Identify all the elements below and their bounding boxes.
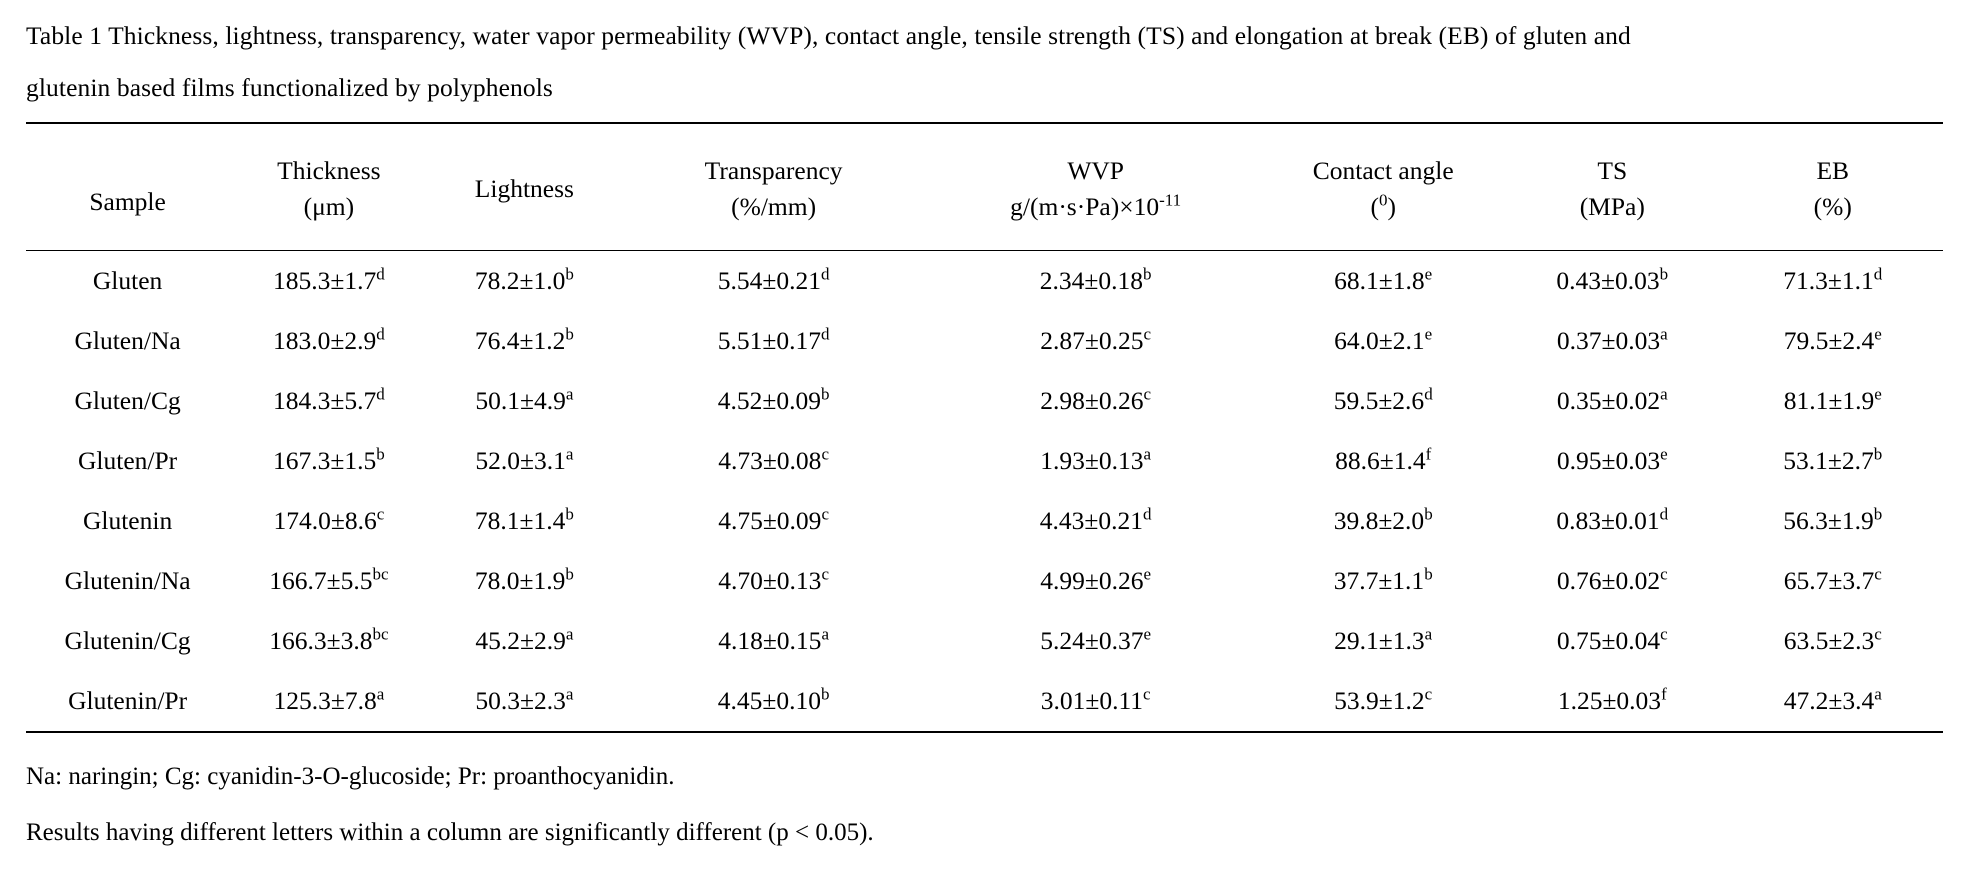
significance-letter: c — [1143, 684, 1151, 704]
table-notes — [26, 749, 1943, 861]
column-header-lightness: Lightness — [429, 123, 621, 251]
significance-letter: d — [376, 264, 385, 284]
significance-letter: b — [1143, 264, 1152, 284]
caption-line-1: Table 1 Thickness, lightness, transparency, water vapor permeability (WVP), contact angle, tensile strength (TS) and elongation at break (EB) of gluten and — [26, 21, 1631, 50]
significance-letter: d — [1659, 504, 1669, 524]
cell-value: 53.1±2.7 — [1783, 446, 1874, 475]
cell-value: 5.51±0.17 — [717, 326, 821, 355]
cell-value: 4.52±0.09 — [717, 386, 821, 415]
cell-lightness — [429, 611, 621, 671]
cell-contact-angle — [1264, 251, 1502, 312]
cell-thickness — [229, 671, 428, 732]
cell-value: 166.3±3.8 — [269, 626, 373, 655]
column-header-eb: EB (%) — [1723, 123, 1944, 251]
significance-letter: a — [1143, 444, 1152, 464]
table-row — [26, 251, 1943, 312]
significance-letter: b — [1424, 504, 1433, 524]
cell-eb — [1723, 251, 1944, 312]
cell-eb — [1723, 611, 1944, 671]
table-row — [26, 611, 1943, 671]
significance-letter: e — [1424, 264, 1433, 284]
column-header-contact-angle: Contact angle ($^0$) — [1264, 123, 1502, 251]
cell-lightness — [429, 251, 621, 312]
cell-value: 78.2±1.0 — [474, 266, 566, 295]
significance-letter: e — [1874, 324, 1882, 344]
cell-value: 1.25±0.03 — [1557, 686, 1662, 715]
cell-eb — [1723, 311, 1944, 371]
cell-sample: Glutenin/Cg — [64, 626, 191, 655]
cell-value: 0.37±0.03 — [1556, 326, 1661, 355]
cell-ts — [1502, 551, 1722, 611]
cell-sample: Glutenin/Na — [64, 566, 191, 595]
cell-eb — [1723, 551, 1944, 611]
cell-value: 50.1±4.9 — [475, 386, 566, 415]
cell-eb — [1723, 671, 1944, 732]
cell-value: 174.0±8.6 — [273, 506, 377, 535]
note-significance: Results having different letters within a column are significantly different (p < 0.05). — [26, 819, 874, 846]
significance-letter: b — [565, 264, 574, 284]
cell-value: 4.75±0.09 — [718, 506, 822, 535]
significance-letter: b — [376, 444, 385, 464]
cell-thickness — [229, 311, 428, 371]
significance-letter: d — [820, 264, 830, 284]
cell-ts — [1502, 491, 1722, 551]
cell-value: 5.24±0.37 — [1040, 626, 1144, 655]
cell-thickness — [229, 251, 428, 312]
significance-letter: e — [1660, 444, 1668, 464]
cell-value: 2.34±0.18 — [1039, 266, 1144, 295]
column-header-transparency: Transparency (%/mm) — [620, 123, 927, 251]
cell-wvp — [927, 671, 1264, 732]
cell-eb — [1723, 431, 1944, 491]
cell-thickness — [229, 371, 428, 431]
cell-transparency — [620, 491, 927, 551]
significance-letter: e — [1424, 324, 1433, 344]
significance-letter: b — [1424, 564, 1433, 584]
cell-value: 78.0±1.9 — [474, 566, 566, 595]
table-row — [26, 431, 1943, 491]
significance-letter: bc — [372, 564, 389, 584]
cell-lightness — [429, 671, 621, 732]
cell-value: 78.1±1.4 — [474, 506, 566, 535]
cell-ts — [1502, 611, 1722, 671]
significance-letter: e — [1143, 624, 1152, 644]
significance-letter: c — [1424, 684, 1433, 704]
significance-letter: b — [1659, 264, 1669, 284]
cell-transparency — [620, 311, 927, 371]
cell-value: 68.1±1.8 — [1334, 266, 1425, 295]
cell-value: 183.0±2.9 — [272, 326, 377, 355]
cell-value: 88.6±1.4 — [1335, 446, 1426, 475]
significance-letter: a — [1660, 384, 1668, 404]
cell-sample: Gluten/Na — [74, 326, 181, 355]
table-row — [26, 491, 1943, 551]
cell-contact-angle — [1264, 371, 1502, 431]
significance-letter: c — [821, 444, 829, 464]
cell-value: 29.1±1.3 — [1334, 626, 1425, 655]
cell-value: 125.3±7.8 — [273, 686, 377, 715]
table-row — [26, 671, 1943, 732]
cell-contact-angle — [1264, 611, 1502, 671]
cell-value: 184.3±5.7 — [272, 386, 377, 415]
wvp-exponent: -11 — [1159, 190, 1182, 210]
cell-sample: Gluten/Pr — [78, 446, 178, 475]
cell-value: 0.43±0.03 — [1556, 266, 1660, 295]
cell-value: 1.93±0.13 — [1040, 446, 1144, 475]
significance-letter: a — [565, 384, 574, 404]
cell-transparency — [620, 431, 927, 491]
cell-value: 185.3±1.7 — [272, 266, 377, 295]
significance-letter: b — [565, 564, 574, 584]
cell-value: 50.3±2.3 — [475, 686, 566, 715]
cell-value: 52.0±3.1 — [475, 446, 566, 475]
caption-line-2: glutenin based films functionalized by polyphenols — [26, 73, 553, 102]
cell-contact-angle — [1264, 551, 1502, 611]
cell-wvp — [927, 371, 1264, 431]
table-caption — [26, 10, 1943, 114]
cell-ts — [1502, 251, 1722, 312]
cell-value: 166.7±5.5 — [269, 566, 373, 595]
cell-transparency — [620, 371, 927, 431]
cell-value: 3.01±0.11 — [1040, 686, 1144, 715]
cell-sample: Gluten/Cg — [74, 386, 181, 415]
significance-letter: d — [376, 324, 385, 344]
significance-letter: b — [1873, 444, 1883, 464]
cell-ts — [1502, 311, 1722, 371]
cell-wvp — [927, 491, 1264, 551]
significance-letter: c — [1874, 564, 1882, 584]
significance-letter: d — [1143, 504, 1152, 524]
significance-letter: d — [1424, 384, 1433, 404]
cell-value: 4.18±0.15 — [718, 626, 822, 655]
cell-sample: Gluten — [26, 251, 229, 312]
cell-value: 56.3±1.9 — [1783, 506, 1874, 535]
cell-value: 76.4±1.2 — [474, 326, 566, 355]
cell-value: 4.70±0.13 — [718, 566, 822, 595]
significance-letter: c — [1143, 384, 1152, 404]
column-header-thickness: Thickness (μm) — [229, 123, 428, 251]
significance-letter: f — [1425, 444, 1432, 464]
significance-letter: c — [1660, 624, 1668, 644]
cell-value: 167.3±1.5 — [272, 446, 377, 475]
significance-letter: a — [821, 624, 829, 644]
significance-letter: c — [1660, 564, 1668, 584]
table-row — [26, 551, 1943, 611]
cell-value: 79.5±2.4 — [1783, 326, 1875, 355]
cell-transparency — [620, 251, 927, 312]
significance-letter: b — [1873, 504, 1883, 524]
column-header-sample: Sample — [26, 123, 229, 251]
note-abbreviations: Na: naringin; Cg: cyanidin-3-O-glucoside; Pr: proanthocyanidin. — [26, 763, 675, 790]
cell-value: 59.5±2.6 — [1333, 386, 1425, 415]
cell-contact-angle — [1264, 671, 1502, 732]
cell-value: 65.7±3.7 — [1783, 566, 1875, 595]
significance-letter: b — [565, 324, 574, 344]
significance-letter: c — [821, 504, 829, 524]
significance-letter: a — [565, 444, 574, 464]
cell-thickness — [229, 611, 428, 671]
data-table — [26, 122, 1943, 733]
cell-value: 0.95±0.03 — [1556, 446, 1661, 475]
cell-value: 5.54±0.21 — [717, 266, 821, 295]
cell-thickness — [229, 491, 428, 551]
significance-letter: a — [376, 684, 385, 704]
cell-value: 4.45±0.10 — [717, 686, 821, 715]
cell-wvp — [927, 431, 1264, 491]
cell-wvp — [927, 311, 1264, 371]
cell-sample: Glutenin — [82, 506, 173, 535]
significance-letter: a — [1424, 624, 1433, 644]
significance-letter: a — [1874, 684, 1882, 704]
significance-letter: e — [1874, 384, 1882, 404]
significance-letter: a — [1660, 324, 1668, 344]
cell-value: 64.0±2.1 — [1334, 326, 1425, 355]
cell-value: 81.1±1.9 — [1783, 386, 1875, 415]
cell-transparency — [620, 671, 927, 732]
cell-sample: Glutenin/Pr — [26, 671, 229, 732]
significance-letter: a — [565, 684, 574, 704]
cell-wvp — [927, 551, 1264, 611]
cell-ts — [1502, 671, 1722, 732]
significance-letter: b — [820, 384, 830, 404]
cell-value: 0.35±0.02 — [1556, 386, 1661, 415]
cell-lightness — [429, 311, 621, 371]
significance-letter: a — [565, 624, 574, 644]
cell-thickness — [229, 551, 428, 611]
cell-value: 0.75±0.04 — [1556, 626, 1661, 655]
cell-value: 0.76±0.02 — [1556, 566, 1661, 595]
cell-value: 4.99±0.26 — [1040, 566, 1144, 595]
cell-lightness — [429, 551, 621, 611]
cell-ts — [1502, 371, 1722, 431]
significance-letter: e — [1143, 564, 1152, 584]
significance-letter: c — [1874, 624, 1882, 644]
significance-letter: d — [820, 324, 830, 344]
table-body — [26, 251, 1943, 733]
cell-transparency — [620, 551, 927, 611]
cell-lightness — [429, 431, 621, 491]
cell-value: 47.2±3.4 — [1783, 686, 1875, 715]
cell-ts — [1502, 431, 1722, 491]
cell-value: 4.43±0.21 — [1039, 506, 1144, 535]
degree-symbol: 0 — [1378, 190, 1388, 210]
cell-value: 0.83±0.01 — [1556, 506, 1660, 535]
column-header-ts: TS (MPa) — [1502, 123, 1722, 251]
table-row — [26, 311, 1943, 371]
cell-value: 53.9±1.2 — [1334, 686, 1425, 715]
cell-value: 2.87±0.25 — [1040, 326, 1144, 355]
cell-value: 45.2±2.9 — [475, 626, 566, 655]
significance-letter: c — [1143, 324, 1152, 344]
significance-letter: d — [1873, 264, 1883, 284]
significance-letter: f — [1661, 684, 1667, 704]
cell-value: 4.73±0.08 — [718, 446, 822, 475]
cell-value: 2.98±0.26 — [1040, 386, 1144, 415]
cell-lightness — [429, 371, 621, 431]
cell-value: 37.7±1.1 — [1333, 566, 1425, 595]
cell-wvp — [927, 251, 1264, 312]
cell-value: 63.5±2.3 — [1783, 626, 1875, 655]
significance-letter: d — [376, 384, 385, 404]
cell-value: 39.8±2.0 — [1333, 506, 1425, 535]
cell-eb — [1723, 371, 1944, 431]
cell-wvp — [927, 611, 1264, 671]
significance-letter: c — [821, 564, 829, 584]
cell-transparency — [620, 611, 927, 671]
cell-value: 71.3±1.1 — [1783, 266, 1874, 295]
table-header — [26, 123, 1943, 251]
significance-letter: b — [565, 504, 574, 524]
cell-contact-angle — [1264, 311, 1502, 371]
cell-contact-angle — [1264, 491, 1502, 551]
column-header-wvp: WVP $g/(m\cdot s\cdot Pa)\times 10^{-11}$ — [927, 123, 1264, 251]
cell-eb — [1723, 491, 1944, 551]
cell-thickness — [229, 431, 428, 491]
significance-letter: b — [820, 684, 830, 704]
significance-letter: c — [376, 504, 385, 524]
table-row — [26, 371, 1943, 431]
cell-lightness — [429, 491, 621, 551]
significance-letter: bc — [372, 624, 389, 644]
cell-contact-angle — [1264, 431, 1502, 491]
